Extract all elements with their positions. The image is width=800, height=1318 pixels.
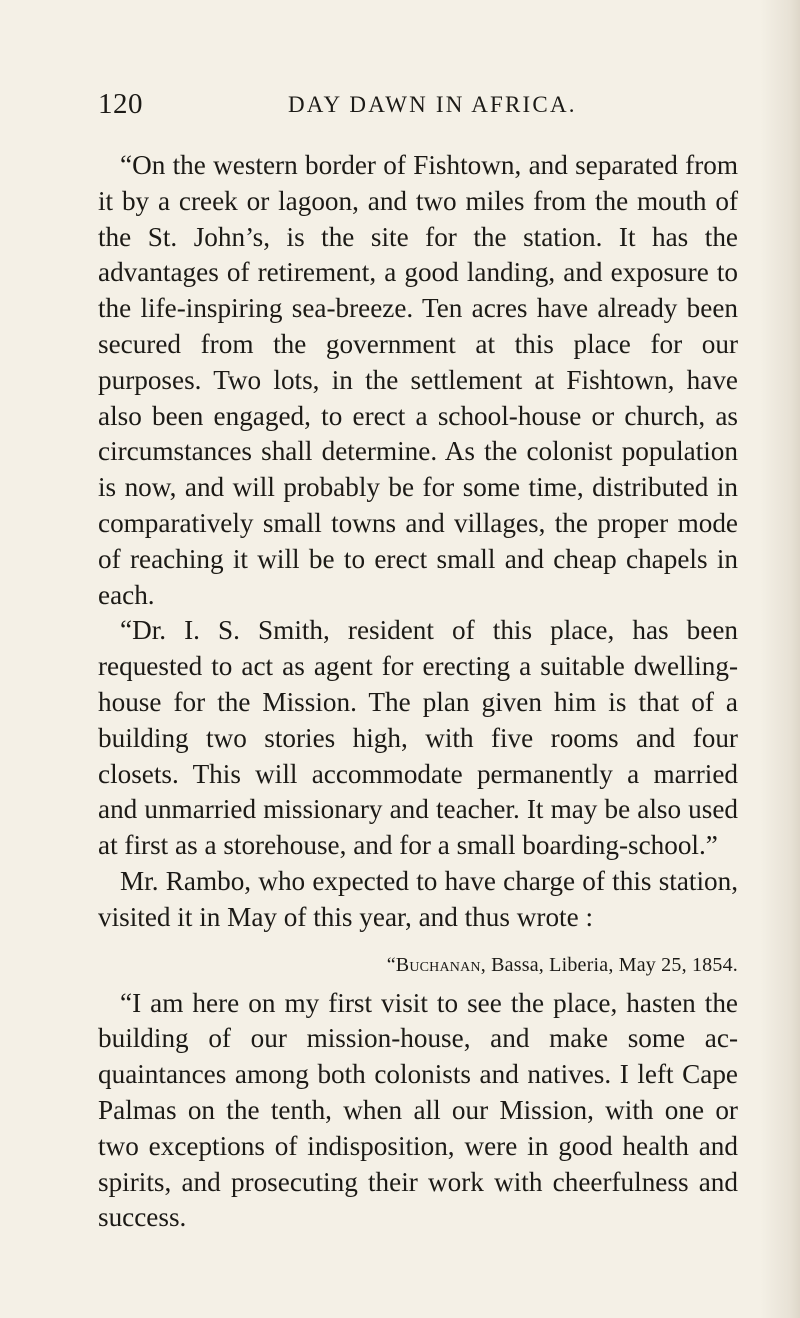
paragraph-dr-smith: “Dr. I. S. Smith, resident of this place, has been requested to act as agent for erecting a suitable dwelling-house for the Mission. The plan given him is that of a building two stories high, with five rooms and four closets. This will accommodate permanently a married and unmarried missionary and teacher. It may be also used at first as a storehouse, and for a small boarding-school.” [98,615,738,861]
letter-dateline [98,950,738,980]
page-header [98,88,738,128]
paragraph-letter: “I am here on my first visit to see the place, hasten the building of our mission-house, and make some acquaintances among both colonists and natives. I left Cape Palmas on the tenth, when all our Mission, with one or two exceptions of indisposition, were in good health and spirits, and prosecuting their work with cheerfulness and success. [98,987,738,1233]
dateline-rest: Bassa, Liberia, May 25, 1854. [485,953,738,976]
paragraph-station-site: “On the western border of Fishtown, and separated from it by a creek or lagoon, and two miles from the mouth of the St. John’s, is the site for the station. It has the advantages of retirement, a good landing, and exposure to the life-inspiring sea-breeze. Ten acres have already been secured from the government at this place for our purposes. Two lots, in the settlement at Fishtown, have also been engaged, to erect a school-house or church, as circumstances shall determine. As the colonist population is now, and will probably be for some time, distributed in comparatively small towns and villages, the proper mode of reaching it will be to erect small and cheap chapels in each. [98,150,738,610]
body-text [98,148,738,1236]
paragraph-mr-rambo: Mr. Rambo, who expected to have charge of this station, visited it in May of this year, and thus wrote : [98,865,738,932]
dateline-place: “Buchanan, [386,953,486,976]
running-head: DAY DAWN IN AFRICA. [288,92,577,117]
page-number: 120 [98,88,143,120]
